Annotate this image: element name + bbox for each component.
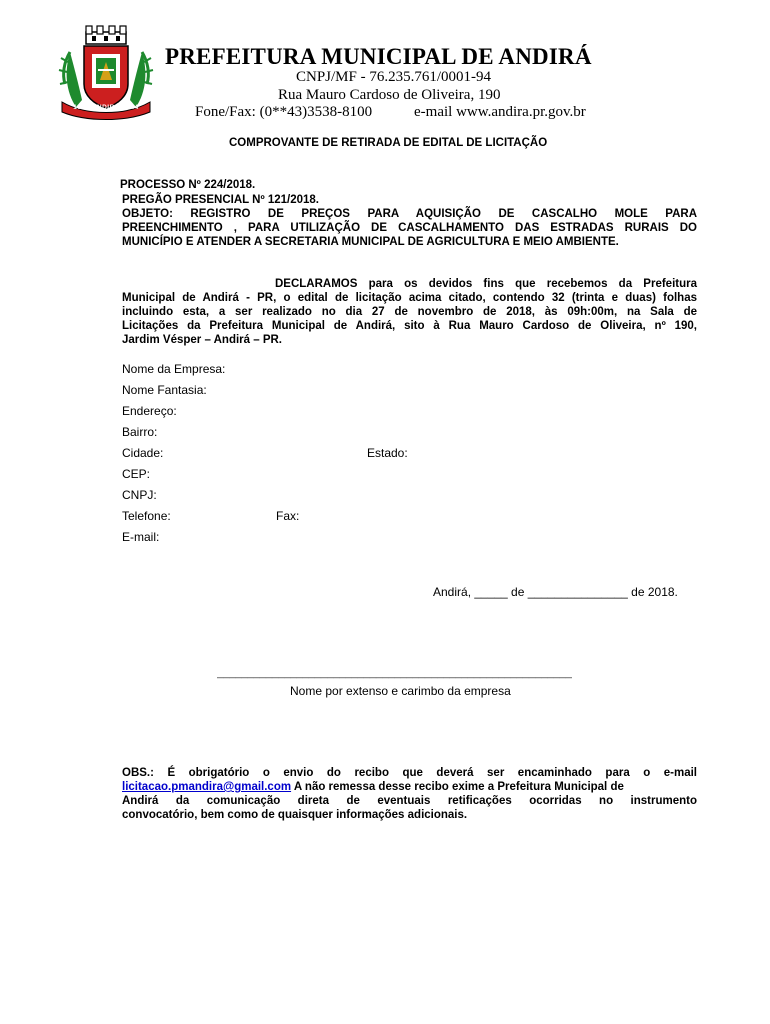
header-address: Rua Mauro Cardoso de Oliveira, 190 [278, 87, 501, 103]
objeto-line-2: PREENCHIMENTO , PARA UTILIZAÇÃO DE CASCALHAMENTO DAS ESTRADAS RURAIS DO [122, 222, 697, 234]
field-telefone-label: Telefone: [122, 509, 171, 523]
obs-email-link[interactable]: licitacao.pmandira@gmail.com [122, 781, 292, 793]
field-estado-label: Estado: [367, 446, 408, 460]
field-cidade-label: Cidade: [122, 446, 164, 460]
header-phone: Fone/Fax: (0**43)3538-8100 [195, 104, 373, 120]
signature-line: __________________________________________________________ [217, 667, 572, 679]
municipal-seal [56, 22, 156, 122]
obs-line-3: Andirá da comunicação direta de eventuais retificações ocorridas no instrumento [122, 795, 697, 807]
field-fantasia-label: Nome Fantasia: [122, 383, 207, 397]
obs-line-2 [122, 781, 697, 793]
document-heading: COMPROVANTE DE RETIRADA DE EDITAL DE LICITAÇÃO [229, 137, 548, 149]
field-empresa-label: Nome da Empresa: [122, 362, 226, 376]
declaration-line-1: DECLARAMOS para os devidos fins que recebemos da Prefeitura [275, 278, 697, 290]
objeto-line-1: OBJETO: REGISTRO DE PREÇOS PARA AQUISIÇÃO DE CASCALHO MOLE PARA [122, 208, 697, 220]
obs-line-1: OBS.: É obrigatório o envio do recibo que deverá ser encaminhado para o e-mail [122, 767, 697, 779]
pregao-number: PREGÃO PRESENCIAL Nº 121/2018. [122, 194, 320, 206]
processo-number: PROCESSO Nº 224/2018. [120, 179, 256, 191]
header-cnpj: CNPJ/MF - 76.235.761/0001-94 [296, 69, 492, 85]
declaration-line-4: Licitações da Prefeitura Municipal de Andirá, sito à Rua Mauro Cardoso de Oliveira, nº 190, [122, 320, 697, 332]
obs-line-4: convocatório, bem como de quaisquer informações adicionais. [122, 809, 468, 821]
signature-caption: Nome por extenso e carimbo da empresa [290, 684, 511, 698]
declaration-line-5: Jardim Vésper – Andirá – PR. [122, 334, 283, 346]
objeto-line-3: MUNICÍPIO E ATENDER A SECRETARIA MUNICIPAL DE AGRICULTURA E MEIO AMBIENTE. [122, 236, 619, 248]
field-email-label: E-mail: [122, 530, 160, 544]
declaration-line-2: Municipal de Andirá - PR, o edital de licitação acima citado, contendo 32 (trinta e duas) folhas [122, 292, 697, 304]
header-email: e-mail www.andira.pr.gov.br [414, 104, 586, 120]
field-fax-label: Fax: [276, 509, 300, 523]
date-line: Andirá, _____ de _______________ de 2018. [433, 585, 678, 599]
obs-line-2-text: A não remessa desse recibo exime a Prefeitura Municipal de [291, 781, 624, 793]
seal-ribbon-text: 1943 ANDIRÁ 1944 [73, 104, 139, 111]
page-title: PREFEITURA MUNICIPAL DE ANDIRÁ [165, 44, 592, 69]
field-cep-label: CEP: [122, 467, 151, 481]
field-bairro-label: Bairro: [122, 425, 158, 439]
field-cnpj-label: CNPJ: [122, 488, 157, 502]
field-endereco-label: Endereço: [122, 404, 177, 418]
declaration-line-3: incluindo esta, a ser realizado no dia 27 de novembro de 2018, às 09h:00m, na Sala de [122, 306, 697, 318]
